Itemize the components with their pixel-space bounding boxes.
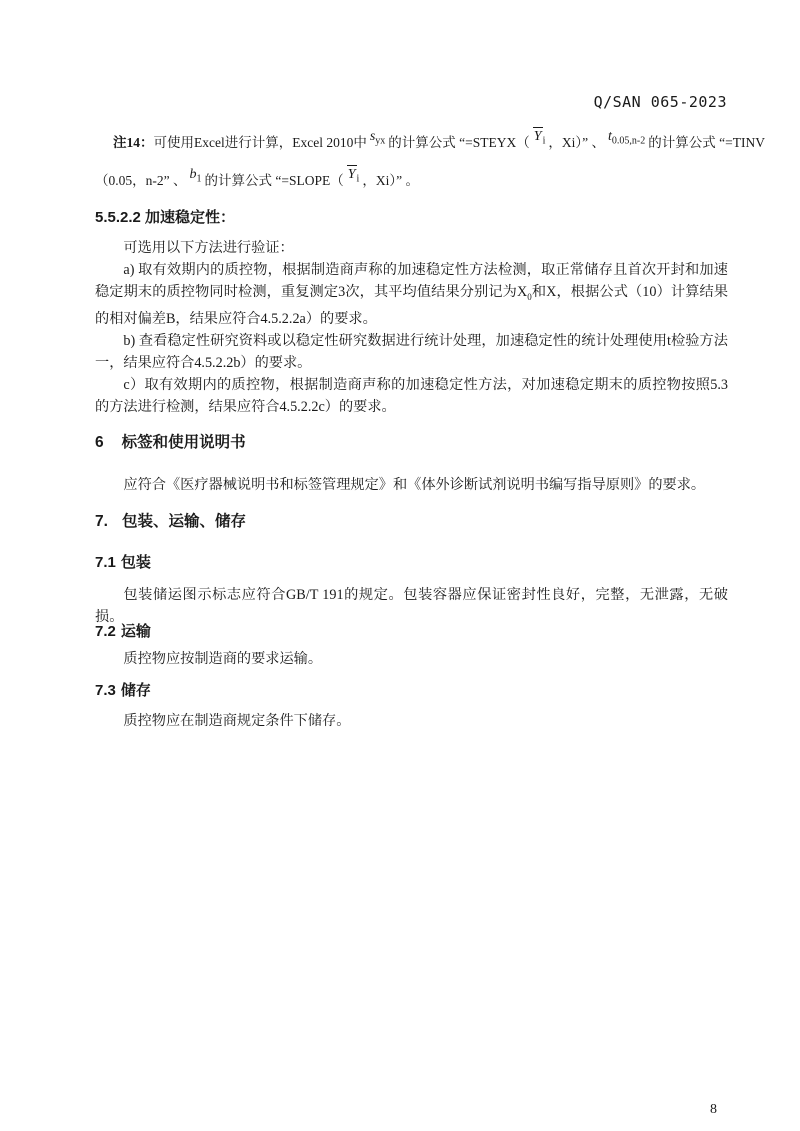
formula-s-symbol: s xyxy=(369,129,376,144)
note-14-line-1 xyxy=(95,124,765,162)
heading-5-5-2-2: 5.5.2.2 加速稳定性： xyxy=(95,209,236,226)
heading-7-2 xyxy=(95,622,735,642)
page-number: 8 xyxy=(710,1102,717,1117)
x0-subscript: 0 xyxy=(527,291,532,302)
paragraph-packaging: 包装储运图示标志应符合GB/T 191的规定。包装容器应保证密封性良好，完整，无泄露，无破损。 xyxy=(95,587,728,625)
heading-7-3 xyxy=(95,681,735,701)
note-14-text: 的计算公式 “=TINV xyxy=(648,135,765,150)
item-a-text: 和X，根据公式（10）计算结果的相对偏差B，结果应符合4.5.2.2a）的要求。 xyxy=(95,284,729,327)
heading-6 xyxy=(95,433,735,453)
formula-ybar-symbol: Y xyxy=(347,167,356,182)
item-a-text: a) 取有效期内的质控物，根据制造商声称的加速稳定性方法检测，取正常储存且首次开封和加速稳定期末的质控物同时检测，重复测定3次，其平均值结果分别记为X xyxy=(95,262,728,300)
paragraph-storage: 质控物应在制造商规定条件下储存。 xyxy=(123,713,351,729)
note-14-line-2 xyxy=(95,162,731,200)
section-6-body xyxy=(95,474,728,496)
section-5-5-2-2-body xyxy=(95,237,728,418)
note-14-text: 的计算公式 “=STEYX（ xyxy=(388,135,530,150)
heading-7 xyxy=(95,512,735,532)
heading-7-title: 包装、运输、储存 xyxy=(121,513,246,530)
heading-7-2-number: 7.2 xyxy=(95,623,116,640)
note-14-text: ，Xi）” 。 xyxy=(362,173,419,188)
note-14-text: 可使用Excel进行计算，Excel 2010中 xyxy=(153,135,367,150)
section-7-3-body xyxy=(95,710,728,732)
formula-b-subscript: 1 xyxy=(196,173,202,185)
heading-7-3-number: 7.3 xyxy=(95,682,116,699)
formula-s-subscript: yx xyxy=(375,135,386,147)
formula-y-bar-i xyxy=(347,165,360,185)
section-7-2-body xyxy=(95,648,728,670)
heading-7-2-title: 运输 xyxy=(120,623,151,640)
heading-7-3-title: 储存 xyxy=(120,682,151,699)
paragraph-intro: 可选用以下方法进行验证： xyxy=(123,240,294,256)
formula-ybar-symbol: Y xyxy=(533,129,542,144)
paragraph-section-6: 应符合《医疗器械说明书和标签管理规定》和《体外诊断试剂说明书编写指导原则》的要求。 xyxy=(123,477,706,493)
heading-6-number: 6 xyxy=(95,434,104,451)
heading-6-title: 标签和使用说明书 xyxy=(121,434,246,451)
formula-t-value xyxy=(608,129,645,147)
formula-t-subscript: 0.05,n-2 xyxy=(611,135,646,147)
paragraph-item-b: b) 查看稳定性研究资料或以稳定性研究数据进行统计处理，加速稳定性的统计处理使用t检验方法一，结果应符合4.5.2.2b）的要求。 xyxy=(95,332,728,371)
note-14-text: 的计算公式 “=SLOPE（ xyxy=(204,173,344,188)
formula-t-symbol: t xyxy=(607,129,612,144)
paragraph-item-a xyxy=(95,259,728,330)
note-14 xyxy=(95,124,765,200)
note-14-label: 注14： xyxy=(113,135,154,150)
heading-7-number: 7. xyxy=(95,513,108,530)
note-14-text: （0.05，n-2” 、 xyxy=(95,173,187,188)
paragraph-item-c: c）取有效期内的质控物，根据制造商声称的加速稳定性方法，对加速稳定期末的质控物按照5.3的方法进行检测，结果应符合4.5.2.2c）的要求。 xyxy=(95,376,728,415)
formula-b1 xyxy=(190,167,202,185)
formula-y-bar-i xyxy=(533,127,546,147)
formula-ybar-subscript: i xyxy=(542,135,546,147)
formula-ybar-subscript: i xyxy=(356,173,360,185)
heading-7-1-number: 7.1 xyxy=(95,554,116,571)
paragraph-transport: 质控物应按制造商的要求运输。 xyxy=(123,651,323,667)
note-14-text: ，Xi）” 、 xyxy=(548,135,605,150)
heading-7-1-title: 包装 xyxy=(120,554,151,571)
formula-b-symbol: b xyxy=(189,167,197,182)
document-code-header: Q/SAN 065-2023 xyxy=(593,93,727,111)
formula-s-yx xyxy=(370,129,385,147)
heading-7-1 xyxy=(95,553,735,573)
